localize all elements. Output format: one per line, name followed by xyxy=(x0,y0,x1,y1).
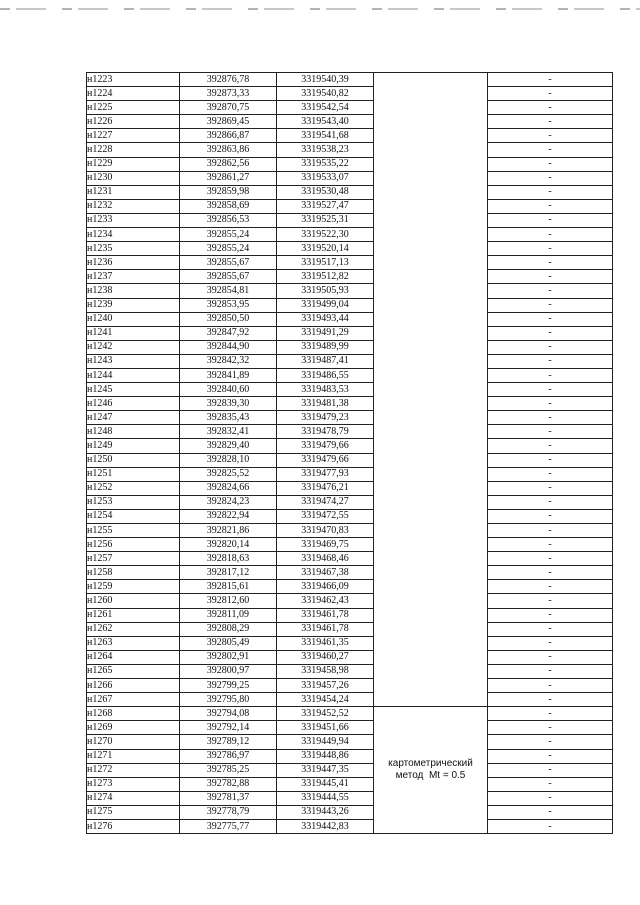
point-id-cell: н1244 xyxy=(87,368,180,382)
coordinates-table-body xyxy=(87,73,613,834)
x-coordinate-cell: 392855,24 xyxy=(180,242,277,256)
x-coordinate-cell: 392822,94 xyxy=(180,509,277,523)
point-id-cell: н1227 xyxy=(87,129,180,143)
note-cell: - xyxy=(488,425,613,439)
point-id-cell: н1236 xyxy=(87,256,180,270)
point-id-cell: н1239 xyxy=(87,298,180,312)
y-coordinate-cell: 3319469,75 xyxy=(277,538,374,552)
x-coordinate-cell: 392870,75 xyxy=(180,101,277,115)
y-coordinate-cell: 3319538,23 xyxy=(277,143,374,157)
y-coordinate-cell: 3319461,35 xyxy=(277,636,374,650)
table-row xyxy=(87,340,613,354)
note-cell: - xyxy=(488,439,613,453)
y-coordinate-cell: 3319479,66 xyxy=(277,439,374,453)
note-cell: - xyxy=(488,664,613,678)
note-cell: - xyxy=(488,650,613,664)
table-row xyxy=(87,580,613,594)
point-id-cell: н1273 xyxy=(87,777,180,791)
point-id-cell: н1246 xyxy=(87,397,180,411)
note-cell: - xyxy=(488,228,613,242)
x-coordinate-cell: 392824,23 xyxy=(180,495,277,509)
point-id-cell: н1223 xyxy=(87,73,180,87)
note-cell: - xyxy=(488,481,613,495)
x-coordinate-cell: 392825,52 xyxy=(180,467,277,481)
x-coordinate-cell: 392829,40 xyxy=(180,439,277,453)
point-id-cell: н1263 xyxy=(87,636,180,650)
table-row xyxy=(87,270,613,284)
y-coordinate-cell: 3319460,27 xyxy=(277,650,374,664)
table-row xyxy=(87,594,613,608)
note-cell: - xyxy=(488,636,613,650)
point-id-cell: н1243 xyxy=(87,354,180,368)
y-coordinate-cell: 3319458,98 xyxy=(277,664,374,678)
point-id-cell: н1275 xyxy=(87,805,180,819)
y-coordinate-cell: 3319491,29 xyxy=(277,326,374,340)
y-coordinate-cell: 3319530,48 xyxy=(277,185,374,199)
table-row xyxy=(87,693,613,707)
note-cell: - xyxy=(488,791,613,805)
note-cell: - xyxy=(488,777,613,791)
x-coordinate-cell: 392869,45 xyxy=(180,115,277,129)
table-row xyxy=(87,679,613,693)
x-coordinate-cell: 392842,32 xyxy=(180,354,277,368)
point-id-cell: н1274 xyxy=(87,791,180,805)
table-row xyxy=(87,524,613,538)
y-coordinate-cell: 3319540,39 xyxy=(277,73,374,87)
note-cell: - xyxy=(488,354,613,368)
x-coordinate-cell: 392812,60 xyxy=(180,594,277,608)
point-id-cell: н1255 xyxy=(87,524,180,538)
table-row xyxy=(87,749,613,763)
table-row xyxy=(87,397,613,411)
point-id-cell: н1256 xyxy=(87,538,180,552)
y-coordinate-cell: 3319467,38 xyxy=(277,566,374,580)
point-id-cell: н1245 xyxy=(87,383,180,397)
x-coordinate-cell: 392775,77 xyxy=(180,819,277,833)
table-row xyxy=(87,495,613,509)
x-coordinate-cell: 392786,97 xyxy=(180,749,277,763)
note-cell: - xyxy=(488,213,613,227)
x-coordinate-cell: 392808,29 xyxy=(180,622,277,636)
y-coordinate-cell: 3319478,79 xyxy=(277,425,374,439)
table-row xyxy=(87,115,613,129)
table-row xyxy=(87,157,613,171)
table-row xyxy=(87,636,613,650)
point-id-cell: н1276 xyxy=(87,819,180,833)
note-cell: - xyxy=(488,805,613,819)
note-cell: - xyxy=(488,594,613,608)
note-cell: - xyxy=(488,566,613,580)
x-coordinate-cell: 392805,49 xyxy=(180,636,277,650)
point-id-cell: н1271 xyxy=(87,749,180,763)
y-coordinate-cell: 3319542,54 xyxy=(277,101,374,115)
y-coordinate-cell: 3319520,14 xyxy=(277,242,374,256)
y-coordinate-cell: 3319461,78 xyxy=(277,608,374,622)
point-id-cell: н1259 xyxy=(87,580,180,594)
y-coordinate-cell: 3319447,35 xyxy=(277,763,374,777)
y-coordinate-cell: 3319444,55 xyxy=(277,791,374,805)
x-coordinate-cell: 392802,91 xyxy=(180,650,277,664)
y-coordinate-cell: 3319452,52 xyxy=(277,707,374,721)
point-id-cell: н1247 xyxy=(87,411,180,425)
note-cell: - xyxy=(488,509,613,523)
table-row xyxy=(87,284,613,298)
note-cell: - xyxy=(488,467,613,481)
table-row xyxy=(87,185,613,199)
point-id-cell: н1253 xyxy=(87,495,180,509)
table-row xyxy=(87,777,613,791)
point-id-cell: н1270 xyxy=(87,735,180,749)
note-cell: - xyxy=(488,143,613,157)
point-id-cell: н1266 xyxy=(87,679,180,693)
x-coordinate-cell: 392781,37 xyxy=(180,791,277,805)
y-coordinate-cell: 3319483,53 xyxy=(277,383,374,397)
note-cell: - xyxy=(488,101,613,115)
x-coordinate-cell: 392828,10 xyxy=(180,453,277,467)
y-coordinate-cell: 3319486,55 xyxy=(277,368,374,382)
point-id-cell: н1272 xyxy=(87,763,180,777)
table-row xyxy=(87,199,613,213)
point-id-cell: н1241 xyxy=(87,326,180,340)
y-coordinate-cell: 3319512,82 xyxy=(277,270,374,284)
y-coordinate-cell: 3319451,66 xyxy=(277,721,374,735)
table-row xyxy=(87,481,613,495)
y-coordinate-cell: 3319448,86 xyxy=(277,749,374,763)
point-id-cell: н1262 xyxy=(87,622,180,636)
note-cell: - xyxy=(488,340,613,354)
y-coordinate-cell: 3319466,09 xyxy=(277,580,374,594)
note-cell: - xyxy=(488,411,613,425)
x-coordinate-cell: 392861,27 xyxy=(180,171,277,185)
table-row xyxy=(87,735,613,749)
x-coordinate-cell: 392855,67 xyxy=(180,256,277,270)
point-id-cell: н1265 xyxy=(87,664,180,678)
x-coordinate-cell: 392811,09 xyxy=(180,608,277,622)
x-coordinate-cell: 392832,41 xyxy=(180,425,277,439)
note-cell: - xyxy=(488,552,613,566)
note-cell: - xyxy=(488,270,613,284)
x-coordinate-cell: 392835,43 xyxy=(180,411,277,425)
note-cell: - xyxy=(488,284,613,298)
y-coordinate-cell: 3319481,38 xyxy=(277,397,374,411)
y-coordinate-cell: 3319543,40 xyxy=(277,115,374,129)
table-row xyxy=(87,383,613,397)
method-cell-empty xyxy=(374,73,488,707)
x-coordinate-cell: 392876,78 xyxy=(180,73,277,87)
table-row xyxy=(87,228,613,242)
method-label-line1: картометрический xyxy=(388,758,473,770)
table-row xyxy=(87,326,613,340)
method-label-line2: метод Mt = 0.5 xyxy=(395,770,466,782)
note-cell: - xyxy=(488,185,613,199)
y-coordinate-cell: 3319535,22 xyxy=(277,157,374,171)
note-cell: - xyxy=(488,199,613,213)
table-row xyxy=(87,566,613,580)
point-id-cell: н1249 xyxy=(87,439,180,453)
y-coordinate-cell: 3319457,26 xyxy=(277,679,374,693)
y-coordinate-cell: 3319489,99 xyxy=(277,340,374,354)
x-coordinate-cell: 392839,30 xyxy=(180,397,277,411)
table-row xyxy=(87,608,613,622)
note-cell: - xyxy=(488,157,613,171)
table-row xyxy=(87,453,613,467)
x-coordinate-cell: 392789,12 xyxy=(180,735,277,749)
note-cell: - xyxy=(488,129,613,143)
point-id-cell: н1257 xyxy=(87,552,180,566)
y-coordinate-cell: 3319474,27 xyxy=(277,495,374,509)
table-row xyxy=(87,425,613,439)
note-cell: - xyxy=(488,87,613,101)
x-coordinate-cell: 392862,56 xyxy=(180,157,277,171)
x-coordinate-cell: 392841,89 xyxy=(180,368,277,382)
table-row xyxy=(87,368,613,382)
table-row xyxy=(87,622,613,636)
table-row xyxy=(87,763,613,777)
table-row xyxy=(87,552,613,566)
point-id-cell: н1254 xyxy=(87,509,180,523)
table-row xyxy=(87,707,613,721)
y-coordinate-cell: 3319462,43 xyxy=(277,594,374,608)
note-cell: - xyxy=(488,819,613,833)
table-row xyxy=(87,805,613,819)
x-coordinate-cell: 392820,14 xyxy=(180,538,277,552)
note-cell: - xyxy=(488,256,613,270)
x-coordinate-cell: 392866,87 xyxy=(180,129,277,143)
table-row xyxy=(87,171,613,185)
x-coordinate-cell: 392859,98 xyxy=(180,185,277,199)
note-cell: - xyxy=(488,453,613,467)
point-id-cell: н1240 xyxy=(87,312,180,326)
note-cell: - xyxy=(488,368,613,382)
table-row xyxy=(87,87,613,101)
x-coordinate-cell: 392854,81 xyxy=(180,284,277,298)
x-coordinate-cell: 392778,79 xyxy=(180,805,277,819)
x-coordinate-cell: 392818,63 xyxy=(180,552,277,566)
x-coordinate-cell: 392782,88 xyxy=(180,777,277,791)
y-coordinate-cell: 3319499,04 xyxy=(277,298,374,312)
table-row xyxy=(87,467,613,481)
point-id-cell: н1234 xyxy=(87,228,180,242)
note-cell: - xyxy=(488,721,613,735)
x-coordinate-cell: 392855,24 xyxy=(180,228,277,242)
point-id-cell: н1235 xyxy=(87,242,180,256)
point-id-cell: н1260 xyxy=(87,594,180,608)
note-cell: - xyxy=(488,495,613,509)
point-id-cell: н1229 xyxy=(87,157,180,171)
point-id-cell: н1250 xyxy=(87,453,180,467)
note-cell: - xyxy=(488,749,613,763)
x-coordinate-cell: 392817,12 xyxy=(180,566,277,580)
x-coordinate-cell: 392840,60 xyxy=(180,383,277,397)
table-row xyxy=(87,538,613,552)
scan-artifact-line xyxy=(0,8,640,10)
point-id-cell: н1267 xyxy=(87,693,180,707)
point-id-cell: н1232 xyxy=(87,199,180,213)
y-coordinate-cell: 3319470,83 xyxy=(277,524,374,538)
table-row xyxy=(87,213,613,227)
table-row xyxy=(87,509,613,523)
point-id-cell: н1248 xyxy=(87,425,180,439)
x-coordinate-cell: 392844,90 xyxy=(180,340,277,354)
note-cell: - xyxy=(488,679,613,693)
point-id-cell: н1252 xyxy=(87,481,180,495)
y-coordinate-cell: 3319527,47 xyxy=(277,199,374,213)
point-id-cell: н1228 xyxy=(87,143,180,157)
x-coordinate-cell: 392873,33 xyxy=(180,87,277,101)
y-coordinate-cell: 3319517,13 xyxy=(277,256,374,270)
point-id-cell: н1242 xyxy=(87,340,180,354)
y-coordinate-cell: 3319472,55 xyxy=(277,509,374,523)
note-cell: - xyxy=(488,298,613,312)
note-cell: - xyxy=(488,312,613,326)
point-id-cell: н1233 xyxy=(87,213,180,227)
table-row xyxy=(87,439,613,453)
table-row xyxy=(87,819,613,833)
y-coordinate-cell: 3319540,82 xyxy=(277,87,374,101)
y-coordinate-cell: 3319479,66 xyxy=(277,453,374,467)
point-id-cell: н1237 xyxy=(87,270,180,284)
x-coordinate-cell: 392858,69 xyxy=(180,199,277,213)
x-coordinate-cell: 392821,86 xyxy=(180,524,277,538)
point-id-cell: н1261 xyxy=(87,608,180,622)
y-coordinate-cell: 3319468,46 xyxy=(277,552,374,566)
point-id-cell: н1238 xyxy=(87,284,180,298)
table-row xyxy=(87,721,613,735)
table-row xyxy=(87,664,613,678)
y-coordinate-cell: 3319533,07 xyxy=(277,171,374,185)
table-row xyxy=(87,298,613,312)
note-cell: - xyxy=(488,171,613,185)
y-coordinate-cell: 3319442,83 xyxy=(277,819,374,833)
y-coordinate-cell: 3319525,31 xyxy=(277,213,374,227)
point-id-cell: н1264 xyxy=(87,650,180,664)
x-coordinate-cell: 392847,92 xyxy=(180,326,277,340)
note-cell: - xyxy=(488,693,613,707)
x-coordinate-cell: 392792,14 xyxy=(180,721,277,735)
table-row xyxy=(87,101,613,115)
coordinates-table xyxy=(86,72,613,834)
point-id-cell: н1269 xyxy=(87,721,180,735)
table-row xyxy=(87,791,613,805)
note-cell: - xyxy=(488,735,613,749)
x-coordinate-cell: 392799,25 xyxy=(180,679,277,693)
note-cell: - xyxy=(488,242,613,256)
point-id-cell: н1226 xyxy=(87,115,180,129)
table-row xyxy=(87,73,613,87)
note-cell: - xyxy=(488,326,613,340)
y-coordinate-cell: 3319454,24 xyxy=(277,693,374,707)
note-cell: - xyxy=(488,608,613,622)
method-cell xyxy=(374,707,488,834)
point-id-cell: н1225 xyxy=(87,101,180,115)
y-coordinate-cell: 3319476,21 xyxy=(277,481,374,495)
x-coordinate-cell: 392800,97 xyxy=(180,664,277,678)
point-id-cell: н1224 xyxy=(87,87,180,101)
x-coordinate-cell: 392824,66 xyxy=(180,481,277,495)
point-id-cell: н1251 xyxy=(87,467,180,481)
note-cell: - xyxy=(488,580,613,594)
x-coordinate-cell: 392815,61 xyxy=(180,580,277,594)
y-coordinate-cell: 3319541,68 xyxy=(277,129,374,143)
point-id-cell: н1231 xyxy=(87,185,180,199)
note-cell: - xyxy=(488,524,613,538)
point-id-cell: н1258 xyxy=(87,566,180,580)
y-coordinate-cell: 3319522,30 xyxy=(277,228,374,242)
x-coordinate-cell: 392794,08 xyxy=(180,707,277,721)
note-cell: - xyxy=(488,707,613,721)
x-coordinate-cell: 392785,25 xyxy=(180,763,277,777)
y-coordinate-cell: 3319461,78 xyxy=(277,622,374,636)
note-cell: - xyxy=(488,73,613,87)
x-coordinate-cell: 392855,67 xyxy=(180,270,277,284)
table-row xyxy=(87,129,613,143)
x-coordinate-cell: 392850,50 xyxy=(180,312,277,326)
table-row xyxy=(87,354,613,368)
y-coordinate-cell: 3319449,94 xyxy=(277,735,374,749)
table-row xyxy=(87,143,613,157)
table-row xyxy=(87,242,613,256)
table-row xyxy=(87,256,613,270)
note-cell: - xyxy=(488,538,613,552)
x-coordinate-cell: 392856,53 xyxy=(180,213,277,227)
note-cell: - xyxy=(488,763,613,777)
note-cell: - xyxy=(488,383,613,397)
note-cell: - xyxy=(488,115,613,129)
note-cell: - xyxy=(488,397,613,411)
point-id-cell: н1268 xyxy=(87,707,180,721)
x-coordinate-cell: 392863,86 xyxy=(180,143,277,157)
y-coordinate-cell: 3319487,41 xyxy=(277,354,374,368)
y-coordinate-cell: 3319445,41 xyxy=(277,777,374,791)
table-row xyxy=(87,650,613,664)
y-coordinate-cell: 3319505,93 xyxy=(277,284,374,298)
table-row xyxy=(87,411,613,425)
y-coordinate-cell: 3319443,26 xyxy=(277,805,374,819)
y-coordinate-cell: 3319493,44 xyxy=(277,312,374,326)
x-coordinate-cell: 392853,95 xyxy=(180,298,277,312)
note-cell: - xyxy=(488,622,613,636)
y-coordinate-cell: 3319479,23 xyxy=(277,411,374,425)
table-row xyxy=(87,312,613,326)
point-id-cell: н1230 xyxy=(87,171,180,185)
x-coordinate-cell: 392795,80 xyxy=(180,693,277,707)
y-coordinate-cell: 3319477,93 xyxy=(277,467,374,481)
